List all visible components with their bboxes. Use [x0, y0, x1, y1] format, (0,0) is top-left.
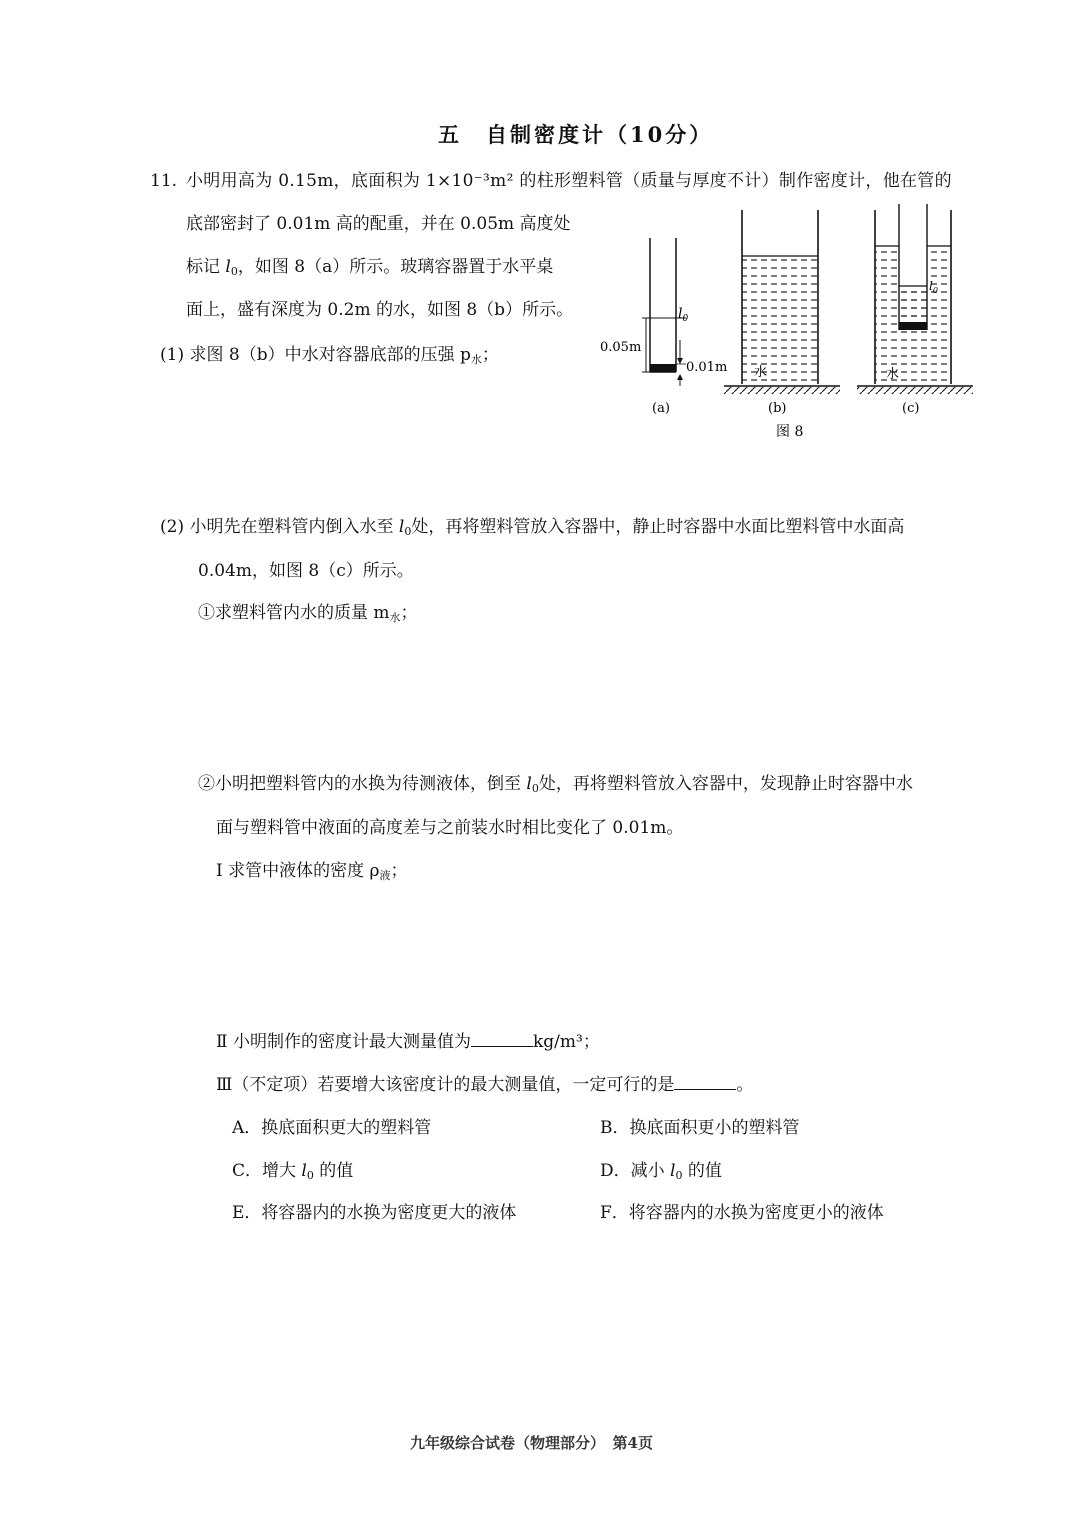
label-b: (b) — [768, 401, 787, 416]
dim-005: 0.05m — [600, 340, 642, 355]
option-f: F．将容器内的水换为密度更小的液体 — [600, 1203, 884, 1223]
part2-q2-ii: Ⅱ 小明制作的密度计最大测量值为 kg/m³； — [216, 1032, 600, 1052]
part1-question: (1) 求图 8（b）中水对容器底部的压强 $p_水$； — [160, 345, 499, 366]
section-title: 五 自制密度计（10分） — [438, 122, 714, 147]
part2-line1: (2) 小明先在塑料管内倒入水至 $l_0$处，再将塑料管放入容器中，静止时容器中水面比塑料管中水面高 — [160, 517, 905, 538]
q11-intro-line4: 面上，盛有深度为 0.2m 的水，如图 8（b）所示。 — [186, 300, 574, 320]
part2-q1: ①求塑料管内水的质量 $m_水$； — [198, 603, 418, 624]
page-footer: 九年级综合试卷（物理部分） 第4页 — [410, 1434, 653, 1452]
option-b: B．换底面积更小的塑料管 — [600, 1118, 800, 1138]
label-l0-c: $l_0$ — [929, 279, 938, 295]
q11-intro-line2: 底部密封了 0.01m 高的配重，并在 0.05m 高度处 — [186, 214, 571, 234]
answer-blank-max[interactable] — [471, 1030, 533, 1047]
q11-intro-line1: 小明用高为 0.15m，底面积为 1×10⁻³m² 的柱形塑料管（质量与厚度不计）制作密度计，他在管的 — [186, 171, 952, 191]
part2-line2: 0.04m，如图 8（c）所示。 — [198, 561, 414, 581]
label-c: (c) — [902, 401, 920, 416]
dim-001: 0.01m — [686, 360, 728, 375]
option-c: C．增大 $l_0$ 的值 — [232, 1161, 354, 1182]
container-b — [724, 210, 840, 394]
answer-blank-options[interactable] — [674, 1073, 736, 1090]
option-e: E．将容器内的水换为密度更大的液体 — [232, 1203, 517, 1223]
water-label-c: 水 — [886, 367, 900, 382]
figure-8 — [590, 200, 980, 450]
figure-caption: 图 8 — [776, 424, 804, 440]
q11-intro-line3: 标记 $l_0$，如图 8（a）所示。玻璃容器置于水平桌 — [186, 257, 554, 278]
question-number: 11. — [150, 171, 178, 191]
label-l0-a: $l_0$ — [678, 306, 689, 324]
counterweight — [650, 364, 676, 372]
part2-q2-iii: Ⅲ（不定项）若要增大该密度计的最大测量值，一定可行的是 。 — [216, 1075, 754, 1095]
option-a: A．换底面积更大的塑料管 — [232, 1118, 432, 1138]
part2-q2-i: Ⅰ 求管中液体的密度 $\rho_液$； — [216, 861, 408, 882]
option-d: D．减小 $l_0$ 的值 — [600, 1161, 722, 1182]
label-a: (a) — [652, 401, 670, 416]
water-label-b: 水 — [754, 365, 768, 380]
part2-q2-line1: ②小明把塑料管内的水换为待测液体，倒至 $l_0$处，再将塑料管放入容器中，发现静止时容器中水 — [198, 774, 913, 795]
part2-q2-line2: 面与塑料管中液面的高度差与之前装水时相比变化了 0.01m。 — [216, 818, 684, 838]
container-c — [857, 204, 973, 394]
